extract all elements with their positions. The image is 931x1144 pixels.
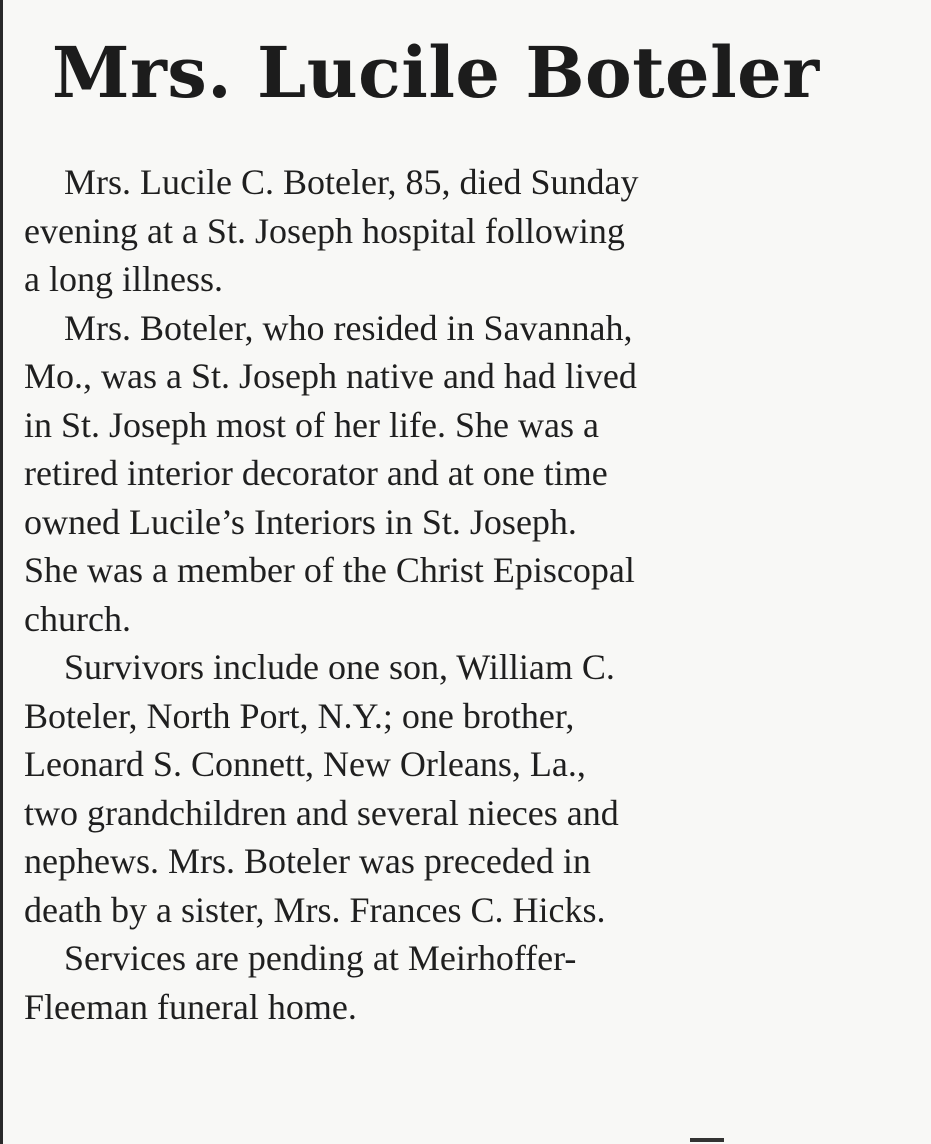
paragraph-3-line-5: nephews. Mrs. Boteler was preceded in [24, 841, 591, 881]
paragraph-3-line-6: death by a sister, Mrs. Frances C. Hicks. [24, 889, 606, 930]
paragraph-2-line-4: retired interior decorator and at one time [24, 453, 608, 493]
paragraph-4-line-1: Services are pending at Meirhoffer- [64, 938, 577, 978]
paragraph-2-line-5: owned Lucile’s Interiors in St. Joseph. [24, 501, 577, 542]
paragraph-3-line-4: two grandchildren and several nieces and [24, 792, 619, 833]
paragraph-1-line-2: evening at a St. Joseph hospital following [24, 210, 625, 251]
paragraph-2-line-1: Mrs. Boteler, who resided in Savannah, [64, 307, 633, 348]
paragraph-3-line-3: Leonard S. Connett, New Orleans, La., [24, 744, 586, 784]
paragraph-3-line-2: Boteler, North Port, N.Y.; one brother, [24, 695, 575, 736]
paragraph-3-line-1: Survivors include one son, William C. [64, 647, 615, 687]
paragraph-1-line-3: a long illness. [24, 259, 223, 299]
paragraph-1-line-1: Mrs. Lucile C. Boteler, 85, died Sunday [64, 162, 639, 202]
paragraph-2-line-2: Mo., was a St. Joseph native and had lived [24, 356, 637, 396]
paragraph-2-line-3: in St. Joseph most of her life. She was a [24, 404, 599, 445]
headline: Mrs. Lucile Boteler [52, 31, 820, 114]
paragraph-4-line-2: Fleeman funeral home. [24, 986, 357, 1027]
paragraph-2-line-7: church. [24, 598, 131, 639]
paragraph-2-line-6: She was a member of the Christ Episcopal [24, 550, 635, 590]
stray-mark [690, 1138, 724, 1142]
scan-edge [0, 0, 3, 1144]
obituary-body [24, 158, 886, 1031]
